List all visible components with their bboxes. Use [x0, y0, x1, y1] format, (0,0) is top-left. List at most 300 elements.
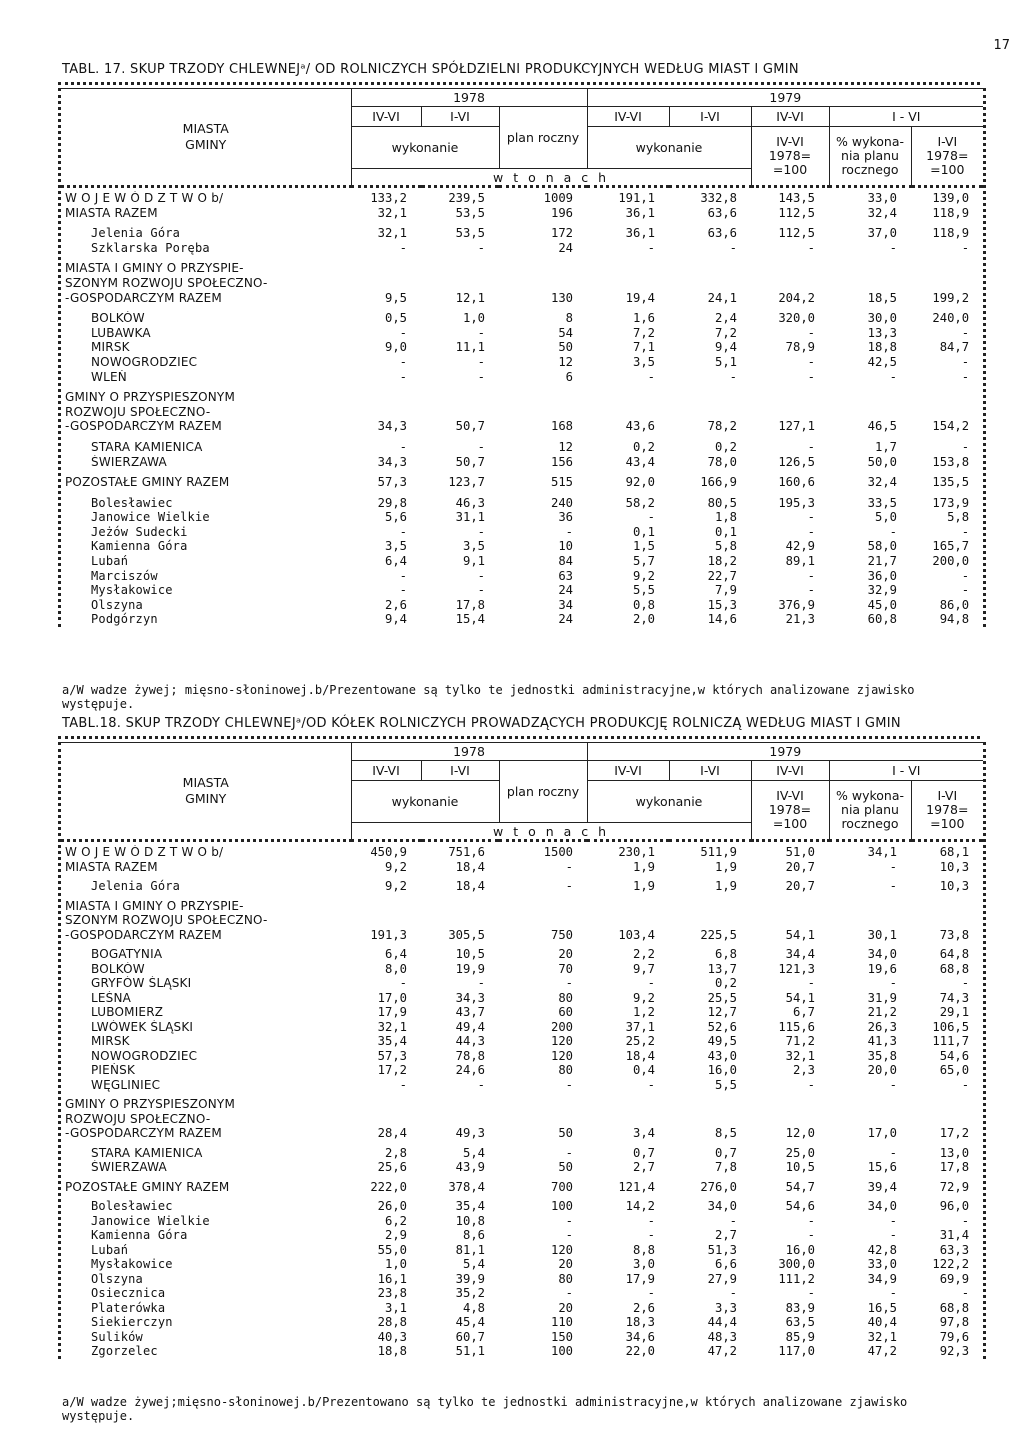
cell-value [669, 913, 751, 928]
table-row [61, 1243, 983, 1258]
row-label: W O J E W Ó D Z T W O b/ [65, 845, 224, 859]
cell-value: 78,9 [785, 340, 816, 355]
table-row [61, 440, 983, 455]
cell-value: 79,6 [939, 1329, 970, 1344]
cell-value: 1,6 [633, 311, 656, 326]
table-row [61, 1049, 983, 1064]
cell-value: 6,4 [384, 554, 407, 569]
col-plan: plan roczny [499, 107, 587, 169]
cell-value: - [807, 568, 816, 583]
cell-value: 6,4 [384, 947, 407, 961]
cell-value: 0,2 [715, 976, 738, 990]
row-label: STARA KAMIENICA [91, 1145, 203, 1160]
cell-value: 0,7 [633, 1145, 656, 1160]
cell-value: - [729, 1286, 738, 1300]
table-row [61, 845, 983, 860]
year-1979: 1979 [587, 89, 983, 107]
cell-value: 3,5 [633, 354, 656, 369]
cell-value: 60,7 [455, 1329, 485, 1344]
cell-value [499, 1112, 587, 1127]
table17-body [61, 187, 983, 628]
cell-value [669, 1112, 751, 1127]
col-i-vi-1978-100: I-VI 1978= =100 [911, 127, 983, 187]
cell-value [351, 276, 421, 291]
cell-value: - [807, 1077, 816, 1092]
table-row [61, 583, 983, 598]
cell-value: 52,6 [707, 1019, 738, 1034]
cell-value: 111,2 [778, 1271, 816, 1286]
cell-value: 34,9 [867, 1271, 898, 1286]
col-iv-vi-1979: IV-VI [587, 761, 669, 781]
cell-value: 9,2 [633, 990, 656, 1005]
table-row [61, 510, 983, 525]
table17-header [61, 89, 983, 187]
row-label: POZOSTAŁE GMINY RAZEM [65, 1179, 230, 1194]
cell-value: 49,5 [707, 1034, 738, 1048]
cell-value: 42,5 [867, 354, 898, 369]
cell-value: - [565, 1145, 574, 1160]
cell-value: 63 [558, 568, 574, 583]
cell-value: 3,1 [384, 1300, 407, 1315]
cell-value: 2,7 [633, 1160, 656, 1174]
cell-value: 18,3 [625, 1315, 656, 1329]
cell-value: 17,8 [939, 1160, 970, 1174]
cell-value: 26,3 [867, 1019, 898, 1034]
table18-body [61, 841, 983, 1359]
cell-value: 750 [551, 927, 574, 942]
cell-value [751, 899, 829, 914]
row-label: BOLKÓW [91, 961, 145, 976]
cell-value: 19,6 [867, 961, 898, 976]
cell-value: 150 [551, 1329, 574, 1344]
cell-value: 34,1 [867, 845, 898, 859]
table-row [61, 261, 983, 276]
cell-value: 25,5 [707, 990, 738, 1005]
cell-value [587, 276, 669, 291]
row-label: MIRSK [91, 1034, 130, 1048]
cell-value: 9,4 [384, 612, 407, 627]
cell-value: 63,6 [707, 226, 738, 241]
row-label: Lubań [91, 554, 129, 569]
cell-value: 58,2 [625, 495, 656, 510]
cell-value: 1,9 [715, 879, 738, 893]
row-label: MIRSK [91, 340, 130, 355]
table-row [61, 241, 983, 256]
row-label: Bolesławiec [91, 495, 173, 510]
cell-value: 1,5 [633, 539, 656, 554]
cell-value [911, 276, 983, 291]
cell-value: 34,0 [867, 947, 898, 961]
cell-value: 1,2 [633, 1005, 656, 1019]
cell-value: 10 [558, 539, 574, 554]
cell-value: 71,2 [785, 1034, 816, 1048]
cell-value: 96,0 [939, 1199, 970, 1213]
table-row [61, 206, 983, 221]
cell-value: 36 [558, 510, 574, 525]
cell-value: 20,7 [785, 879, 816, 893]
cell-value: 15,4 [455, 612, 485, 627]
cell-value: 112,5 [778, 205, 816, 220]
cell-value [911, 405, 983, 420]
cell-value: - [477, 369, 485, 384]
col-i-vi-index: I - VI [829, 107, 983, 127]
cell-value: 18,4 [455, 859, 485, 874]
cell-value: - [565, 1286, 574, 1300]
cell-value: 32,1 [377, 205, 407, 220]
cell-value: 80 [558, 990, 574, 1005]
cell-value: 1,9 [633, 859, 656, 874]
cell-value: 58,0 [867, 539, 898, 554]
cell-value: 139,0 [932, 191, 970, 205]
cell-value: - [961, 1286, 970, 1300]
cell-value: 133,2 [370, 191, 407, 205]
cell-value: 6,8 [715, 947, 738, 961]
cell-value: 515 [551, 475, 574, 490]
cell-value: 20,7 [785, 859, 816, 874]
cell-value: 21,2 [867, 1005, 898, 1019]
table18-title: TABL.18. SKUP TRZODY CHLEWNEJᵃ/OD KÓŁEK ROLNICZYCH PROWADZĄCYCH PRODUKCJĘ ROLNICZĄ WEDŁUG MIAST I GMIN [62, 716, 901, 731]
cell-value: 17,9 [377, 1005, 407, 1019]
cell-value: 47,2 [707, 1344, 738, 1358]
cell-value: - [647, 510, 656, 525]
table18-top-rule [58, 736, 980, 739]
cell-value [499, 1097, 587, 1112]
cell-value: 225,5 [700, 927, 738, 942]
cell-value: 97,8 [939, 1315, 970, 1329]
table-row [61, 191, 983, 206]
cell-value: 2,3 [793, 1063, 816, 1077]
cell-value: 239,5 [448, 191, 485, 205]
cell-value: 16,5 [867, 1300, 898, 1315]
cell-value: - [961, 583, 970, 598]
table-row [61, 276, 983, 291]
row-label: -GOSPODARCZYM RAZEM [65, 290, 222, 305]
col-iv-vi-1978: IV-VI [351, 107, 421, 127]
cell-value: 18,8 [867, 340, 898, 355]
cell-value [911, 390, 983, 405]
cell-value: 57,3 [377, 475, 407, 490]
cell-value [751, 261, 829, 276]
row-label: SZONYM ROZWOJU SPOŁECZNO- [65, 913, 268, 927]
cell-value: 39,9 [455, 1271, 485, 1286]
cell-value [751, 913, 829, 928]
table-row [61, 928, 983, 943]
row-label: Olszyna [91, 1271, 143, 1286]
cell-value: 50,7 [455, 419, 485, 434]
cell-value: 45,4 [455, 1315, 485, 1329]
cell-value: 13,7 [707, 961, 738, 976]
cell-value: 16,0 [707, 1063, 738, 1077]
cell-value: 43,4 [625, 454, 656, 469]
cell-value: 19,9 [455, 961, 485, 976]
row-label: NOWOGRODZIEC [91, 1048, 198, 1063]
table-row [61, 1330, 983, 1345]
cell-value: 57,3 [377, 1048, 407, 1063]
cell-value: 73,8 [939, 927, 970, 942]
row-label: MIASTA RAZEM [65, 859, 158, 874]
col-iv-vi-1978-100: IV-VI 1978= =100 [751, 781, 829, 841]
table-row [61, 1078, 983, 1093]
cell-value: 12,0 [785, 1126, 816, 1140]
table-row [61, 976, 983, 991]
cell-value: 50 [558, 1126, 574, 1140]
cell-value: 118,9 [932, 205, 970, 220]
cell-value [911, 899, 983, 914]
wykonanie-1979: wykonanie [587, 127, 751, 169]
table-row [61, 1315, 983, 1330]
cell-value: 12,1 [455, 290, 485, 305]
table-row [61, 1063, 983, 1078]
table-row [61, 860, 983, 875]
cell-value: 305,5 [448, 927, 485, 942]
cell-value: 100 [551, 1344, 574, 1358]
cell-value: 60,8 [867, 612, 898, 627]
table-row [61, 1199, 983, 1214]
cell-value: 160,6 [778, 475, 816, 490]
row-label: Osiecznica [91, 1286, 166, 1300]
cell-value: 5,4 [462, 1145, 485, 1160]
cell-value [669, 405, 751, 420]
cell-value: 5,1 [715, 354, 738, 369]
cell-value: 68,8 [939, 1300, 970, 1315]
cell-value: - [961, 439, 970, 454]
cell-value: 49,3 [455, 1126, 485, 1140]
cell-value [829, 1097, 911, 1112]
cell-value: 17,0 [867, 1126, 898, 1140]
cell-value: 31,1 [455, 510, 485, 525]
page-number: 17 [993, 38, 1010, 53]
table-row [61, 1112, 983, 1127]
cell-value: 43,6 [625, 419, 656, 434]
table-row [61, 539, 983, 554]
cell-value [421, 1097, 499, 1112]
cell-value: 10,5 [455, 947, 485, 961]
cell-value: - [889, 976, 898, 990]
col-i-vi-1978-100: I-VI 1978= =100 [911, 781, 983, 841]
cell-value: 12 [558, 354, 574, 369]
row-label: Janowice Wielkie [91, 510, 210, 525]
table-row [61, 1126, 983, 1141]
cell-value: - [961, 240, 970, 255]
cell-value: - [399, 240, 407, 255]
cell-value: 34,4 [785, 947, 816, 961]
cell-value: 63,6 [707, 205, 738, 220]
cell-value: 1,9 [633, 879, 656, 893]
cell-value: 0,1 [715, 524, 738, 539]
table-row [61, 226, 983, 241]
cell-value: 34 [558, 597, 574, 612]
cell-value: 24,6 [455, 1063, 485, 1077]
cell-value: 46,5 [867, 419, 898, 434]
cell-value: 5,0 [875, 510, 898, 525]
cell-value: 36,0 [867, 568, 898, 583]
table-row [61, 612, 983, 627]
cell-value: 50 [558, 340, 574, 355]
cell-value: 130 [551, 290, 574, 305]
row-label: GMINY O PRZYSPIESZONYM [65, 390, 236, 405]
cell-value: 21,3 [785, 612, 816, 627]
cell-value: 14,6 [707, 612, 738, 627]
cell-value: - [889, 240, 898, 255]
cell-value: - [889, 1145, 898, 1160]
cell-value: - [961, 325, 970, 340]
cell-value: 47,2 [867, 1344, 898, 1358]
cell-value: 122,2 [932, 1257, 970, 1271]
cell-value [911, 1097, 983, 1112]
col-iv-vi-index: IV-VI [751, 761, 829, 781]
col-plan: plan roczny [499, 761, 587, 823]
cell-value: 1,0 [462, 311, 485, 326]
cell-value: - [399, 583, 407, 598]
cell-value: - [647, 1228, 656, 1242]
row-label: Zgorzelec [91, 1344, 158, 1358]
table-row [61, 340, 983, 355]
table-row [61, 962, 983, 977]
cell-value [351, 899, 421, 914]
wykonanie-1978: wykonanie [351, 781, 499, 823]
cell-value: 9,2 [633, 568, 656, 583]
cell-value [911, 1112, 983, 1127]
cell-value: 5,5 [633, 583, 656, 598]
cell-value: 36,1 [625, 205, 656, 220]
cell-value: - [807, 1213, 816, 1228]
cell-value [911, 261, 983, 276]
row-label: Marciszów [91, 568, 158, 583]
col-i-vi-1979: I-VI [669, 761, 751, 781]
cell-value: 5,4 [462, 1257, 485, 1271]
cell-value: 50,7 [455, 454, 485, 469]
cell-value: 44,3 [455, 1034, 485, 1048]
cell-value: - [399, 524, 407, 539]
table-row [61, 326, 983, 341]
cell-value: 204,2 [778, 290, 816, 305]
cell-value: 83,9 [785, 1300, 816, 1315]
cell-value [499, 276, 587, 291]
cell-value: 0,1 [633, 524, 656, 539]
cell-value [351, 1097, 421, 1112]
row-label: Jelenia Góra [91, 226, 181, 241]
cell-value: - [647, 240, 656, 255]
cell-value: 41,3 [867, 1034, 898, 1048]
cell-value: - [647, 1286, 656, 1300]
cell-value: 80 [558, 1271, 574, 1286]
row-label: LUBAWKA [91, 325, 151, 340]
table-row [61, 390, 983, 405]
wykonanie-1978: wykonanie [351, 127, 499, 169]
cell-value: 9,0 [384, 340, 407, 355]
cell-value: 9,4 [715, 340, 738, 355]
cell-value: 10,3 [939, 879, 970, 893]
cell-value: - [647, 369, 656, 384]
row-label: Lubań [91, 1242, 129, 1257]
row-label: WĘGLINIEC [91, 1077, 161, 1092]
table-row [61, 496, 983, 511]
cell-value: 64,8 [939, 947, 970, 961]
cell-value: 18,4 [625, 1048, 656, 1063]
cell-value: 55,0 [377, 1242, 407, 1257]
row-label: Szklarska Poręba [91, 240, 210, 255]
cell-value: 10,3 [939, 859, 970, 874]
cell-value: 154,2 [932, 419, 970, 434]
row-label: POZOSTAŁE GMINY RAZEM [65, 475, 230, 490]
col-i-vi-1979: I-VI [669, 107, 751, 127]
cell-value: 8 [565, 311, 574, 326]
cell-value: 32,4 [867, 205, 898, 220]
cell-value: 85,9 [785, 1329, 816, 1344]
cell-value: 240,0 [932, 311, 970, 326]
table-row [61, 455, 983, 470]
cell-value: 32,1 [785, 1048, 816, 1063]
col-iv-vi-1978: IV-VI [351, 761, 421, 781]
cell-value: 92,3 [939, 1344, 970, 1358]
cell-value: 36,1 [625, 226, 656, 241]
cell-value [351, 261, 421, 276]
cell-value: 0,5 [384, 311, 407, 326]
cell-value: 5,7 [633, 554, 656, 569]
cell-value: 23,8 [377, 1286, 407, 1300]
row-label: Bolesławiec [91, 1199, 173, 1213]
table-row [61, 1228, 983, 1243]
col-iv-vi-1979: IV-VI [587, 107, 669, 127]
year-1978: 1978 [351, 89, 587, 107]
cell-value: - [477, 583, 485, 598]
cell-value: 11,1 [455, 340, 485, 355]
cell-value: 9,2 [384, 879, 407, 893]
cell-value [829, 1112, 911, 1127]
cell-value [587, 261, 669, 276]
cell-value: 103,4 [618, 927, 656, 942]
cell-value: 78,2 [707, 419, 738, 434]
cell-value: 300,0 [778, 1257, 816, 1271]
cell-value: 28,8 [377, 1315, 407, 1329]
cell-value: - [961, 524, 970, 539]
cell-value: 276,0 [700, 1179, 738, 1194]
cell-value: - [647, 1213, 656, 1228]
cell-value: 43,0 [707, 1048, 738, 1063]
cell-value: 28,4 [377, 1126, 407, 1140]
cell-value: 29,1 [939, 1005, 970, 1019]
unit-label: w t o n a c h [351, 169, 751, 187]
table-row [61, 879, 983, 894]
row-label: -GOSPODARCZYM RAZEM [65, 419, 222, 434]
cell-value: 7,2 [633, 325, 656, 340]
cell-value: 121,4 [618, 1179, 656, 1194]
cell-value: 29,8 [377, 495, 407, 510]
table-row [61, 291, 983, 306]
cell-value: 65,0 [939, 1063, 970, 1077]
cell-value: 0,2 [633, 439, 656, 454]
row-label: Mysłakowice [91, 583, 173, 598]
table17 [58, 88, 986, 627]
row-label: PIEŃSK [91, 1063, 136, 1077]
cell-value: 50 [558, 1160, 574, 1174]
cell-value: 22,0 [625, 1344, 656, 1358]
cell-value: 49,4 [455, 1019, 485, 1034]
cell-value: 51,1 [455, 1344, 485, 1358]
cell-value: 18,5 [867, 290, 898, 305]
cell-value [351, 913, 421, 928]
table-row [61, 1257, 983, 1272]
row-label: -GOSPODARCZYM RAZEM [65, 1126, 222, 1140]
cell-value: 15,6 [867, 1160, 898, 1174]
cell-value: 0,2 [715, 439, 738, 454]
cell-value [669, 261, 751, 276]
cell-value: 24 [558, 583, 574, 598]
cell-value: 40,4 [867, 1315, 898, 1329]
cell-value: 10,5 [785, 1160, 816, 1174]
cell-value: 32,9 [867, 583, 898, 598]
col-i-vi-index: I - VI [829, 761, 983, 781]
